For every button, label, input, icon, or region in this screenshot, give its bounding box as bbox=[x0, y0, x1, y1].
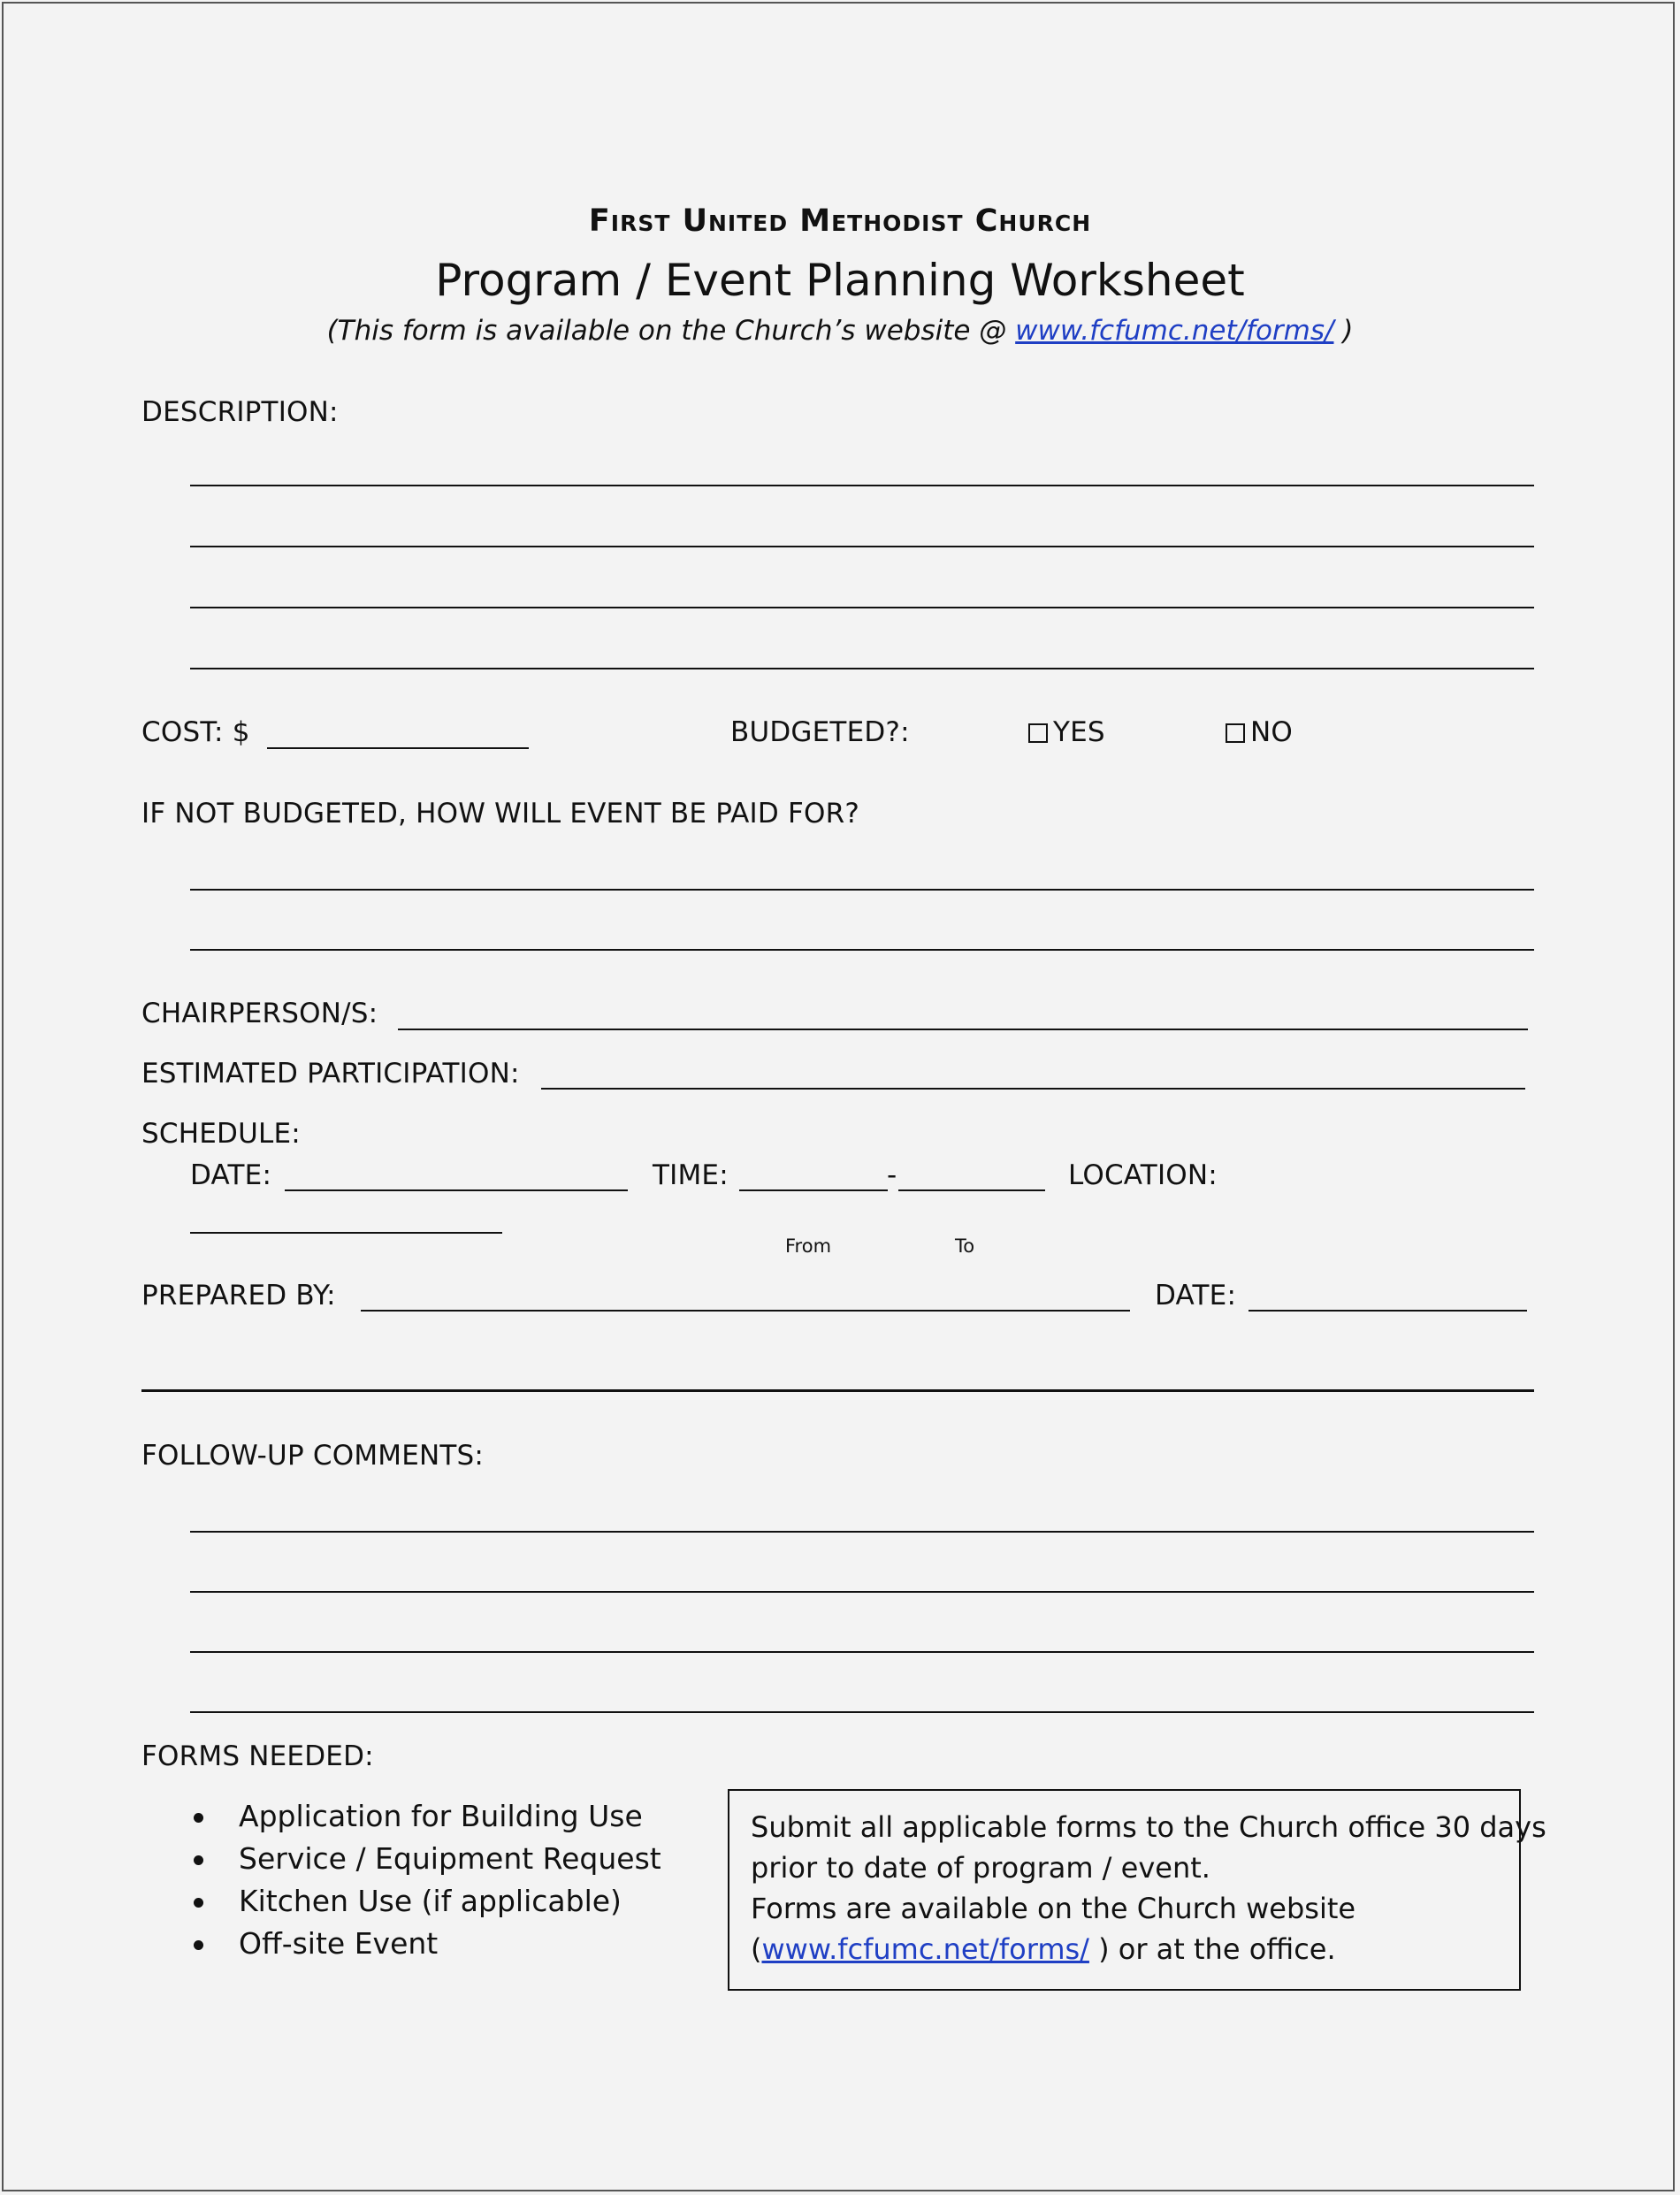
prepared-by-field[interactable] bbox=[361, 1310, 1130, 1312]
follow-up-line-3[interactable] bbox=[190, 1651, 1534, 1653]
no-checkbox[interactable] bbox=[1226, 723, 1245, 743]
yes-checkbox[interactable] bbox=[1028, 723, 1048, 743]
time-from-field[interactable] bbox=[739, 1189, 888, 1191]
bullet-icon bbox=[194, 1813, 203, 1823]
participation-field[interactable] bbox=[541, 1088, 1525, 1090]
payment-line-2[interactable] bbox=[190, 949, 1534, 951]
list-item bbox=[190, 1795, 661, 1838]
list-item bbox=[190, 1880, 661, 1923]
list-item-label: Application for Building Use bbox=[239, 1799, 643, 1833]
bullet-icon bbox=[194, 1940, 203, 1950]
time-from-caption: From bbox=[785, 1235, 832, 1257]
follow-up-line-2[interactable] bbox=[190, 1591, 1534, 1593]
follow-up-line-4[interactable] bbox=[190, 1711, 1534, 1713]
chairperson-label: CHAIRPERSON/S: bbox=[141, 998, 378, 1029]
description-line-2[interactable] bbox=[190, 546, 1534, 547]
no-label: NO bbox=[1250, 716, 1293, 748]
notice-line-2: prior to date of program / event. bbox=[751, 1851, 1210, 1885]
follow-up-line-1[interactable] bbox=[190, 1531, 1534, 1533]
bullet-icon bbox=[194, 1855, 203, 1865]
forms-needed-list bbox=[190, 1795, 661, 1965]
yes-label: YES bbox=[1053, 716, 1105, 748]
organization-name: First United Methodist Church bbox=[588, 203, 1092, 239]
cost-label: COST: $ bbox=[141, 716, 250, 748]
page-subtitle bbox=[0, 315, 1680, 347]
notice-line-4 bbox=[751, 1929, 1498, 1969]
prepared-by-label: PREPARED BY: bbox=[141, 1280, 336, 1312]
description-label: DESCRIPTION: bbox=[141, 396, 339, 428]
budgeted-yes-option[interactable] bbox=[1028, 716, 1105, 748]
prepared-date-field[interactable] bbox=[1249, 1310, 1527, 1312]
forms-website-link[interactable]: www.fcfumc.net/forms/ bbox=[1015, 315, 1334, 347]
list-item bbox=[190, 1838, 661, 1880]
list-item bbox=[190, 1923, 661, 1965]
page-title: Program / Event Planning Worksheet bbox=[435, 255, 1245, 306]
bullet-icon bbox=[194, 1898, 203, 1908]
subtitle-prefix: (This form is available on the Church’s website @ bbox=[326, 315, 1016, 347]
subtitle-suffix: ) bbox=[1333, 315, 1354, 347]
submission-notice-box bbox=[728, 1789, 1546, 1991]
description-line-4[interactable] bbox=[190, 668, 1534, 669]
payment-line-1[interactable] bbox=[190, 889, 1534, 891]
follow-up-label: FOLLOW-UP COMMENTS: bbox=[141, 1440, 485, 1472]
section-divider bbox=[141, 1389, 1534, 1392]
time-label: TIME: bbox=[653, 1159, 729, 1191]
location-label: LOCATION: bbox=[1068, 1159, 1218, 1191]
location-field[interactable] bbox=[190, 1232, 502, 1234]
schedule-date-field[interactable] bbox=[285, 1189, 628, 1191]
not-budgeted-label: IF NOT BUDGETED, HOW WILL EVENT BE PAID FOR? bbox=[141, 798, 860, 830]
schedule-label: SCHEDULE: bbox=[141, 1118, 301, 1150]
participation-label: ESTIMATED PARTICIPATION: bbox=[141, 1058, 520, 1090]
budgeted-no-option[interactable] bbox=[1226, 716, 1293, 748]
cost-field[interactable] bbox=[267, 747, 529, 749]
description-line-1[interactable] bbox=[190, 485, 1534, 486]
notice-line-4-prefix: ( bbox=[751, 1932, 762, 1966]
notice-line-1: Submit all applicable forms to the Church office 30 days bbox=[751, 1810, 1546, 1844]
time-to-field[interactable] bbox=[898, 1189, 1045, 1191]
notice-line-3: Forms are available on the Church website bbox=[751, 1892, 1356, 1925]
notice-website-link[interactable]: www.fcfumc.net/forms/ bbox=[761, 1932, 1089, 1966]
chairperson-field[interactable] bbox=[398, 1029, 1528, 1030]
time-to-caption: To bbox=[955, 1235, 975, 1257]
time-dash: - bbox=[887, 1159, 897, 1191]
budgeted-label: BUDGETED?: bbox=[730, 716, 910, 748]
list-item-label: Kitchen Use (if applicable) bbox=[239, 1884, 622, 1918]
prepared-date-label: DATE: bbox=[1155, 1280, 1237, 1312]
description-line-3[interactable] bbox=[190, 607, 1534, 608]
schedule-date-label: DATE: bbox=[190, 1159, 272, 1191]
list-item-label: Off-site Event bbox=[239, 1926, 439, 1961]
list-item-label: Service / Equipment Request bbox=[239, 1841, 661, 1876]
forms-needed-label: FORMS NEEDED: bbox=[141, 1740, 374, 1772]
notice-line-4-suffix: ) or at the office. bbox=[1088, 1932, 1336, 1966]
